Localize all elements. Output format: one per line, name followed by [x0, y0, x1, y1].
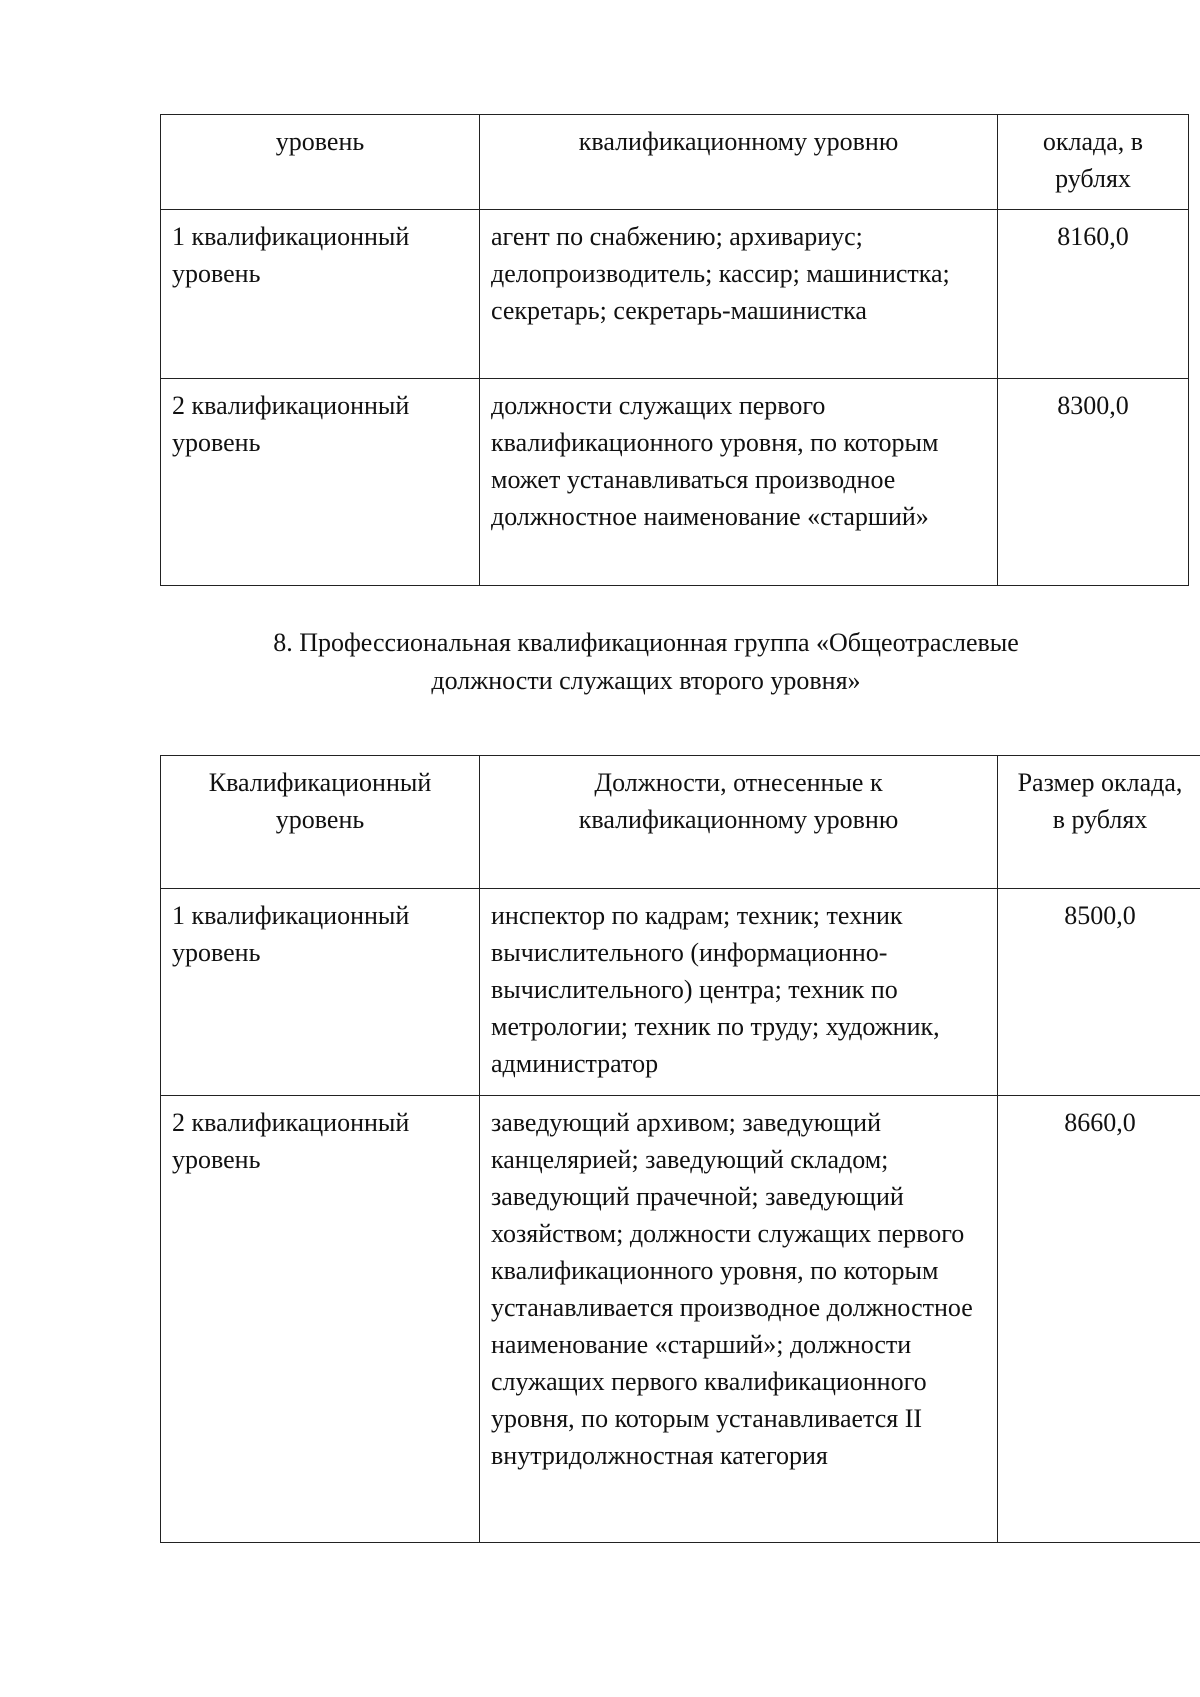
salary-table — [160, 755, 1200, 1543]
header-salary-line: рублях — [1055, 164, 1131, 193]
level-cell: 2 квалификационный уровень — [161, 379, 480, 586]
table-header-row — [161, 115, 1189, 210]
table-row — [161, 379, 1189, 586]
salary-cell: 8160,0 — [998, 210, 1189, 379]
section-heading-line: должности служащих второго уровня» — [431, 666, 861, 695]
header-salary-cell — [998, 115, 1189, 210]
table-row — [161, 210, 1189, 379]
positions-cell: инспектор по кадрам; техник; техник вычислительного (информационно-вычислительного) центра; техник по метрологии; техник по труду; художник, администратор — [480, 889, 998, 1096]
salary-cell: 8500,0 — [998, 889, 1200, 1096]
header-level-cell: уровень — [161, 115, 480, 210]
salary-table-continued — [160, 114, 1189, 586]
level-cell: 1 квалификационный уровень — [161, 210, 480, 379]
positions-cell: должности служащих первого квалификационного уровня, по которым может устанавливаться производное должностное наименование «старший» — [480, 379, 998, 586]
level-cell: 1 квалификационный уровень — [161, 889, 480, 1096]
table-header-row — [161, 756, 1200, 889]
positions-cell: агент по снабжению; архивариус; делопроизводитель; кассир; машинистка; секретарь; секретарь-машинистка — [480, 210, 998, 379]
positions-cell: заведующий архивом; заведующий канцелярией; заведующий складом; заведующий прачечной; заведующий хозяйством; должности служащих первого квалификационного уровня, по которым устанавливается производное должностное наименование «старший»; должности служащих первого квалификационного уровня, по которым устанавливается II внутридолжностная категория — [480, 1096, 998, 1543]
salary-cell: 8660,0 — [998, 1096, 1200, 1543]
header-positions-cell: квалификационному уровню — [480, 115, 998, 210]
header-positions-cell: Должности, отнесенные к квалификационному уровню — [480, 756, 998, 889]
table-row — [161, 889, 1200, 1096]
section-heading-line: 8. Профессиональная квалификационная группа «Общеотраслевые — [273, 628, 1019, 657]
header-salary-cell: Размер оклада, в рублях — [998, 756, 1200, 889]
section-heading — [160, 624, 1132, 700]
table-row — [161, 1096, 1200, 1543]
header-level-cell: Квалификационный уровень — [161, 756, 480, 889]
level-cell: 2 квалификационный уровень — [161, 1096, 480, 1543]
salary-cell: 8300,0 — [998, 379, 1189, 586]
header-salary-line: оклада, в — [1042, 127, 1144, 156]
